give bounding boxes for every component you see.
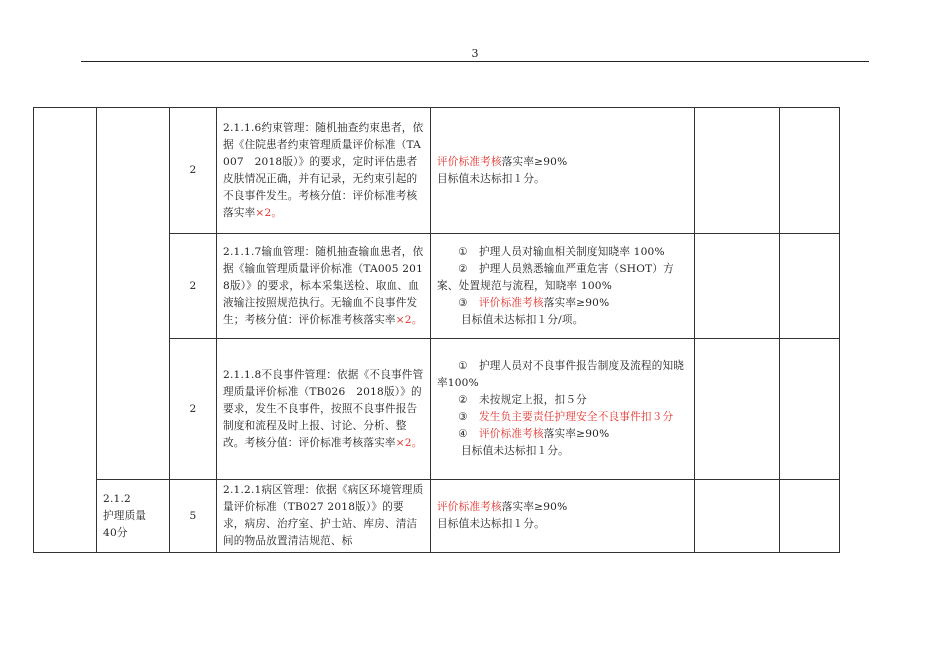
criteria-text: 落实率≥90% bbox=[543, 428, 610, 440]
table-row bbox=[34, 480, 840, 553]
criteria-cell bbox=[431, 339, 695, 480]
multiplier-text: ×2。 bbox=[395, 313, 423, 326]
criteria-item: 未按规定上报，扣５分 bbox=[479, 394, 587, 406]
criteria-text: 落实率≥90% bbox=[501, 501, 568, 513]
content-text: 2.1.2.1病区管理：依据《病区环境管理质量评价标准（TB027 2018版）》的要求，病房、治疗室、护士站、库房、清洁间的物品放置清洁规范、标 bbox=[223, 484, 424, 547]
category-cell bbox=[97, 480, 170, 553]
multiplier-text: ×2。 bbox=[395, 436, 423, 449]
item-number: ① bbox=[458, 245, 468, 258]
assessment-table bbox=[33, 107, 840, 553]
criteria-item: 护理人员对不良事件报告制度及流程的知晓率100% bbox=[437, 360, 685, 389]
content-cell bbox=[217, 108, 431, 234]
criteria-cell bbox=[431, 234, 695, 339]
score-blank-cell bbox=[695, 234, 780, 339]
table-row bbox=[34, 108, 840, 234]
item-number: ② bbox=[458, 394, 468, 406]
category-name: 护理质量 bbox=[103, 509, 147, 522]
category-code: 2.1.2 bbox=[103, 492, 131, 505]
criteria-deduction: 目标值未达标扣１分/项。 bbox=[461, 313, 584, 326]
criteria-cell bbox=[431, 480, 695, 553]
criteria-deduction: 目标值未达标扣１分。 bbox=[437, 518, 545, 530]
multiplier-text: ×2。 bbox=[255, 206, 283, 219]
remark-cell bbox=[780, 339, 840, 480]
criteria-text: 落实率≥90% bbox=[543, 296, 610, 309]
criteria-red-text: 评价标准考核 bbox=[479, 296, 544, 309]
criteria-red-text: 评价标准考核 bbox=[437, 501, 502, 513]
remark-cell bbox=[780, 108, 840, 234]
item-number: ④ bbox=[458, 428, 468, 440]
item-number: ③ bbox=[458, 296, 468, 309]
criteria-red-text: 评价标准考核 bbox=[437, 155, 502, 168]
score-blank-cell bbox=[695, 480, 780, 553]
criteria-deduction: 目标值未达标扣１分。 bbox=[437, 172, 545, 185]
content-text: 2.1.1.7输血管理：随机抽查输血患者，依据《输血管理质量评价标准（TA005 2018版）》的要求，标本采集送检、取血、血液输注按照规范执行。无输血不良事件发生；考核分值：评价标准考核落实率 bbox=[223, 245, 424, 326]
score-cell: 2 bbox=[170, 234, 217, 339]
criteria-red-text: 发生负主要责任护理安全不良事件扣３分 bbox=[479, 411, 674, 423]
score-cell: 2 bbox=[170, 339, 217, 480]
content-cell bbox=[217, 480, 431, 553]
content-cell bbox=[217, 339, 431, 480]
item-number: ② bbox=[458, 262, 468, 275]
category-points: 40分 bbox=[103, 526, 128, 539]
score-cell: 5 bbox=[170, 480, 217, 553]
category-cell bbox=[97, 108, 170, 480]
content-text: 2.1.1.8不良事件管理：依据《不良事件管理质量评价标准（TB026 2018版）》的要求，发生不良事件，按照不良事件报告制度和流程及时上报、讨论、分析、整改。考核分值：评价标准考核落实率 bbox=[223, 368, 424, 449]
page-number: 3 bbox=[471, 47, 479, 60]
content-text: 2.1.1.6约束管理：随机抽查约束患者，依据《住院患者约束管理质量评价标准（TA007 2018版）》的要求，定时评估患者皮肤情况正确，并有记录，无约束引起的不良事件发生。考核分值：评价标准考核落实率 bbox=[223, 121, 424, 219]
section-cell bbox=[34, 108, 97, 553]
header-rule bbox=[81, 61, 869, 62]
item-number: ③ bbox=[458, 411, 468, 423]
criteria-cell bbox=[431, 108, 695, 234]
score-cell: 2 bbox=[170, 108, 217, 234]
criteria-deduction: 目标值未达标扣１分。 bbox=[461, 445, 569, 457]
criteria-item: 护理人员对输血相关制度知晓率 100% bbox=[479, 245, 665, 258]
score-blank-cell bbox=[695, 108, 780, 234]
criteria-text: 落实率≥90% bbox=[501, 155, 568, 168]
score-blank-cell bbox=[695, 339, 780, 480]
content-cell bbox=[217, 234, 431, 339]
criteria-item: 护理人员熟悉输血严重危害（SHOT）方案、处置规范与流程，知晓率 100% bbox=[437, 262, 674, 292]
criteria-red-text: 评价标准考核 bbox=[479, 428, 544, 440]
remark-cell bbox=[780, 234, 840, 339]
remark-cell bbox=[780, 480, 840, 553]
item-number: ① bbox=[458, 360, 468, 372]
